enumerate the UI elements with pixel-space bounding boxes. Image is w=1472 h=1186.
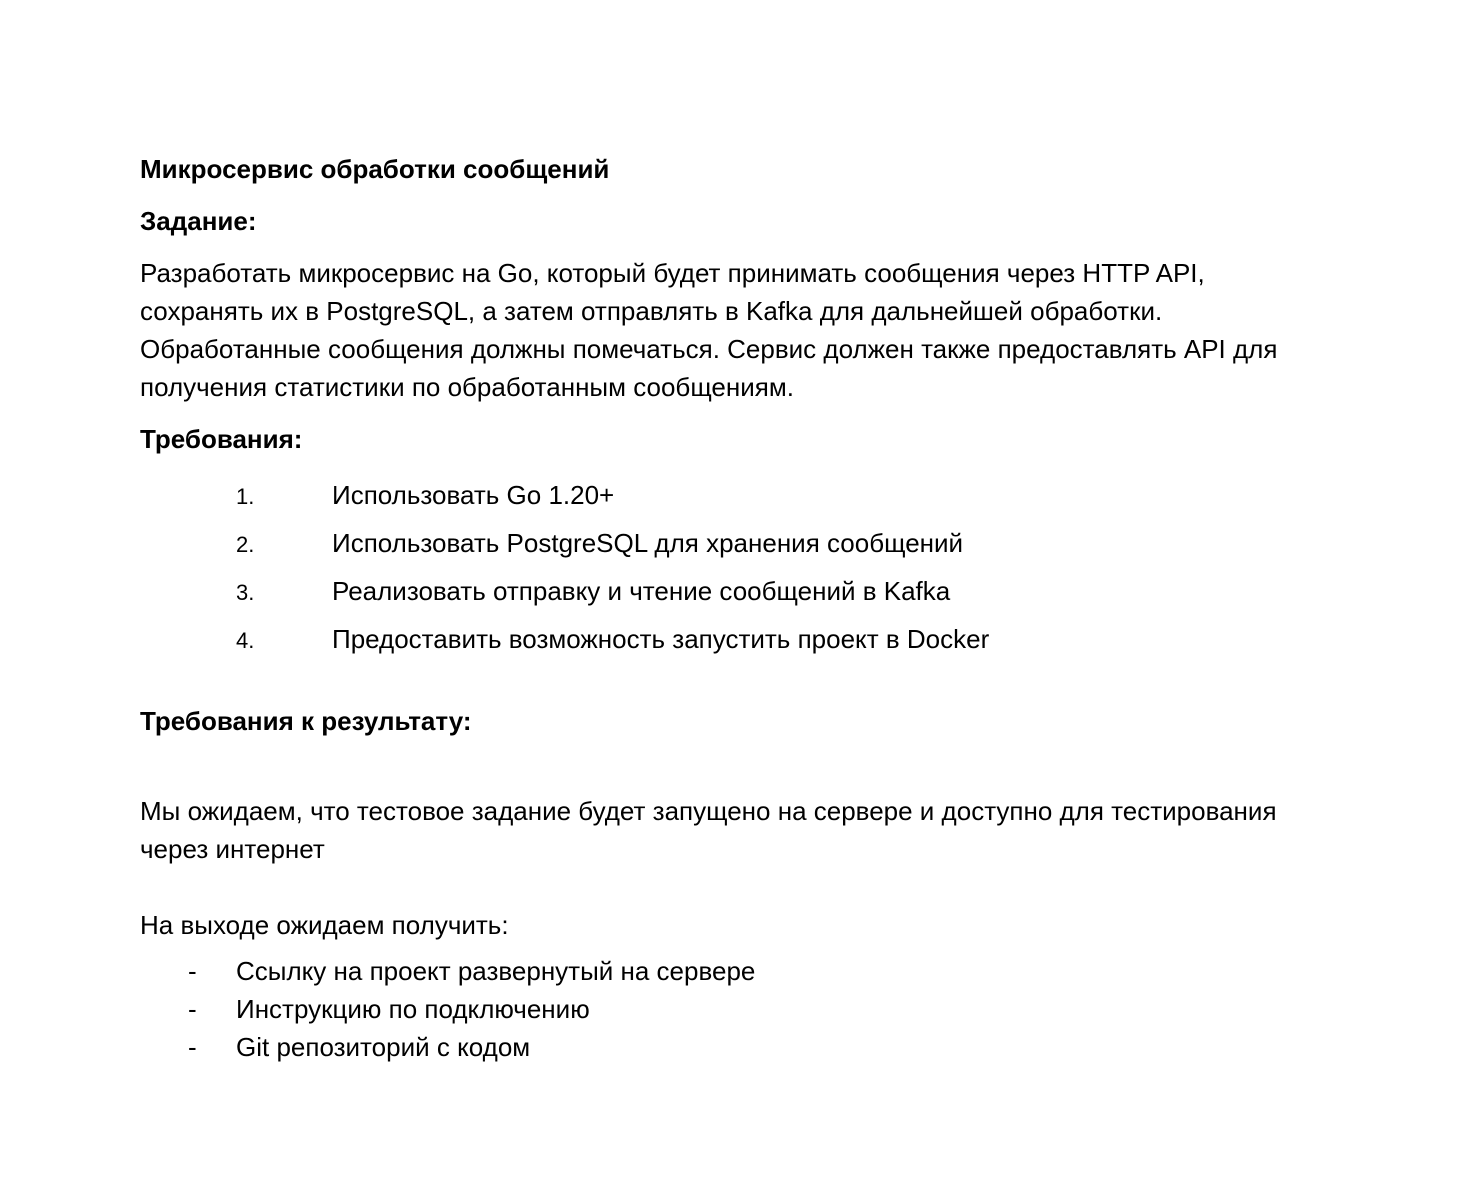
dash-bullet: - (188, 956, 197, 986)
requirement-text: Реализовать отправку и чтение сообщений в Kafka (332, 576, 951, 606)
deliverable-item (140, 990, 1340, 1028)
requirement-item (140, 472, 1340, 520)
list-number: 3. (236, 580, 255, 605)
result-description: Мы ожидаем, что тестовое задание будет запущено на сервере и доступно для тестирования через интернет (140, 796, 1277, 864)
requirements-list (140, 472, 1340, 664)
list-number: 1. (236, 484, 255, 509)
deliverable-text: Инструкцию по подключению (236, 994, 590, 1024)
deliverable-text: Git репозиторий с кодом (236, 1032, 531, 1062)
requirements-heading: Требования: (140, 424, 303, 454)
deliverables-list (140, 952, 1340, 1066)
requirement-text: Использовать Go 1.20+ (332, 480, 615, 510)
task-heading: Задание: (140, 206, 257, 236)
deliverable-item (140, 1028, 1340, 1066)
requirement-item (140, 568, 1340, 616)
requirement-text: Использовать PostgreSQL для хранения сообщений (332, 528, 964, 558)
deliverable-item (140, 952, 1340, 990)
requirement-item (140, 520, 1340, 568)
result-requirements-heading: Требования к результату: (140, 706, 472, 736)
requirement-item (140, 616, 1340, 664)
output-intro: На выходе ожидаем получить: (140, 910, 509, 940)
list-number: 2. (236, 532, 255, 557)
dash-bullet: - (188, 1032, 197, 1062)
document-title: Микросервис обработки сообщений (140, 154, 610, 184)
task-description: Разработать микросервис на Go, который будет принимать сообщения через HTTP API, сохранять их в PostgreSQL, а затем отправлять в Kafka для дальнейшей обработки. Обработанные сообщения должны помечаться. Сервис должен также предоставлять API для получения статистики по обработанным сообщениям. (140, 258, 1278, 402)
document-body (140, 150, 1340, 1066)
deliverable-text: Ссылку на проект развернутый на сервере (236, 956, 756, 986)
list-number: 4. (236, 628, 255, 653)
requirement-text: Предоставить возможность запустить проект в Docker (332, 624, 990, 654)
dash-bullet: - (188, 994, 197, 1024)
